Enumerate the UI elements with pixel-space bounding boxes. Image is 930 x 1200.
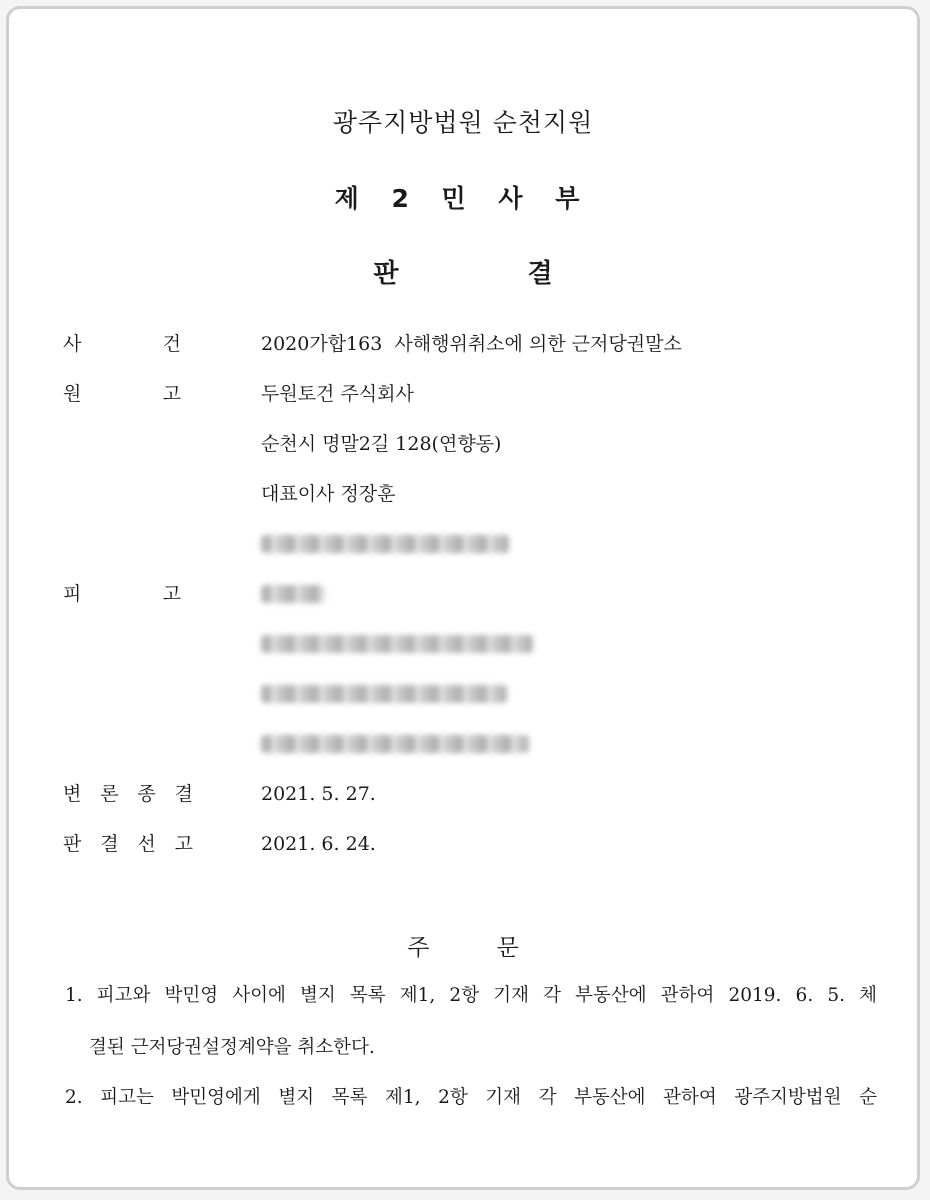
order-item-1-line-2: 결된 근저당권설정계약을 취소한다. bbox=[89, 1037, 375, 1058]
plaintiff-address-row bbox=[9, 429, 917, 459]
pronouncement-label: 판 결 선 고 bbox=[63, 833, 193, 855]
redacted-text bbox=[261, 585, 325, 603]
order-item-2-line-1: 2. 피고는 박민영에게 별지 목록 제1, 2항 기재 각 부동산에 관하여 광주지방법원 순 bbox=[65, 1087, 877, 1108]
redacted-line bbox=[9, 629, 917, 659]
plaintiff-row bbox=[9, 379, 917, 409]
closing-label: 변 론 종 결 bbox=[63, 783, 193, 805]
court-name: 광주지방법원 순천지원 bbox=[332, 108, 594, 137]
plaintiff-representative: 대표이사 정장훈 bbox=[261, 483, 396, 505]
redacted-text bbox=[261, 635, 533, 653]
case-row bbox=[9, 329, 917, 359]
order-heading: 주 문 bbox=[407, 935, 519, 961]
redacted-line bbox=[9, 729, 917, 759]
defendant-label: 피 고 bbox=[63, 583, 181, 605]
order-item-2 bbox=[65, 1083, 877, 1113]
pronouncement-date: 2021. 6. 24. bbox=[261, 833, 376, 855]
closing-date: 2021. 5. 27. bbox=[261, 783, 376, 805]
plaintiff-label: 원 고 bbox=[63, 383, 181, 405]
redacted-line bbox=[9, 529, 917, 559]
closing-row bbox=[9, 779, 917, 809]
plaintiff-name: 두원토건 주식회사 bbox=[261, 383, 414, 405]
plaintiff-representative-row bbox=[9, 479, 917, 509]
redacted-line bbox=[9, 679, 917, 709]
pronouncement-row bbox=[9, 829, 917, 859]
order-item-1-line-1: 1. 피고와 박민영 사이에 별지 목록 제1, 2항 기재 각 부동산에 관하여 2019. 6. 5. 체 bbox=[65, 985, 877, 1006]
redacted-text bbox=[261, 685, 507, 703]
case-value: 2020가합163 사해행위취소에 의한 근저당권말소 bbox=[261, 333, 682, 355]
redacted-text bbox=[261, 735, 529, 753]
order-item-1 bbox=[65, 981, 877, 1063]
plaintiff-address: 순천시 명말2길 128(연향동) bbox=[261, 433, 502, 455]
redacted-text bbox=[261, 535, 509, 553]
case-label: 사 건 bbox=[63, 333, 181, 355]
document-page bbox=[6, 6, 920, 1190]
division-name: 제 2 민 사 부 bbox=[334, 184, 592, 213]
document-title: 판 결 bbox=[373, 259, 553, 289]
defendant-row bbox=[9, 579, 917, 609]
